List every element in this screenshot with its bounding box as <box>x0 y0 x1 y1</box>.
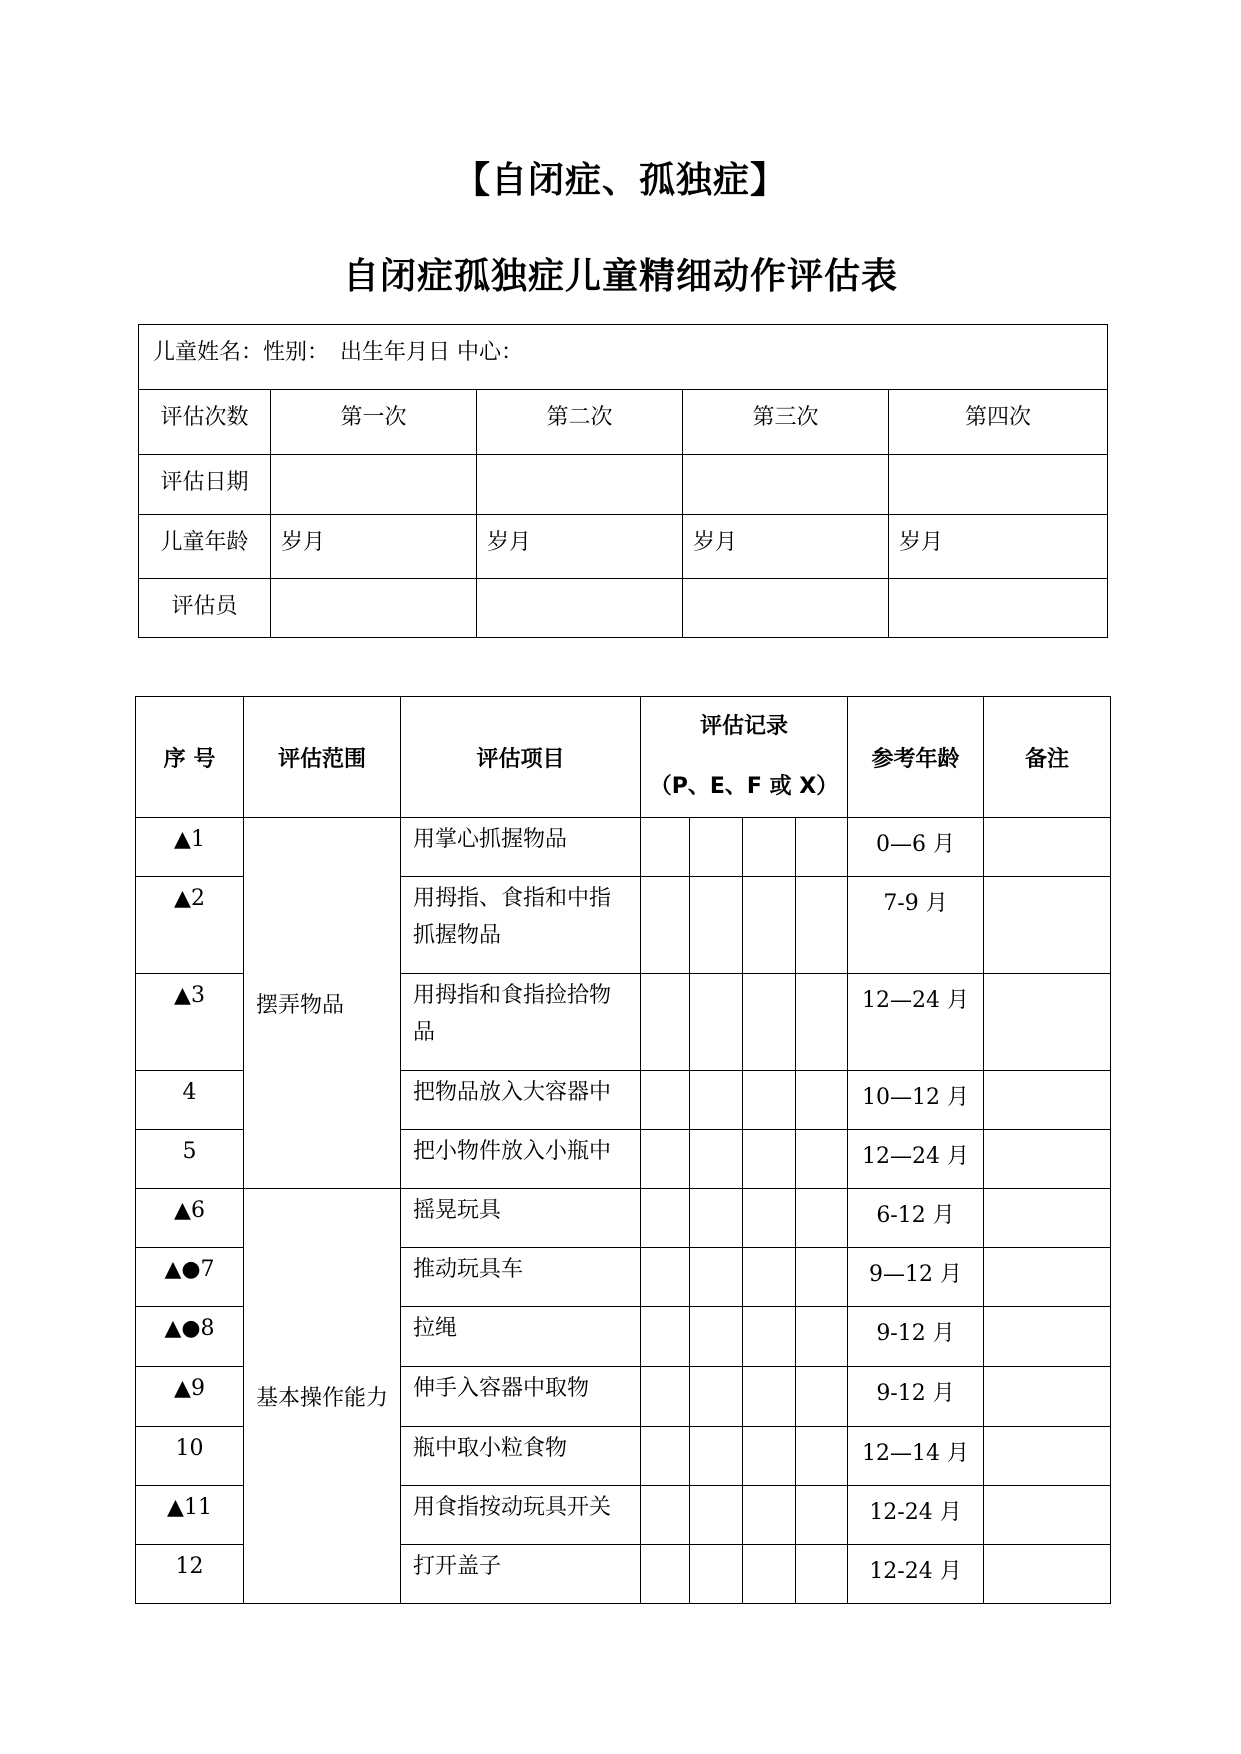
assessment-item: 把物品放入大容器中 <box>401 1071 641 1130</box>
record-cell-3[interactable] <box>743 1307 796 1367</box>
remark-cell[interactable] <box>984 1130 1111 1189</box>
record-cell-3[interactable] <box>743 877 796 974</box>
age-field-1[interactable]: 岁月 <box>271 515 477 579</box>
record-cell-3[interactable] <box>743 1248 796 1307</box>
record-cell-2[interactable] <box>690 1130 743 1189</box>
item-number: 12 <box>136 1545 244 1604</box>
child-info-table <box>138 324 1108 638</box>
record-cell-4[interactable] <box>796 1307 848 1367</box>
row-label-sessions: 评估次数 <box>139 390 271 455</box>
session-2-header: 第二次 <box>477 390 683 455</box>
record-cell-1[interactable] <box>641 1427 690 1486</box>
assessment-area: 摆弄物品 <box>244 818 401 1189</box>
session-3-header: 第三次 <box>683 390 889 455</box>
assessment-area: 基本操作能力 <box>244 1189 401 1604</box>
record-cell-1[interactable] <box>641 877 690 974</box>
item-number: ▲9 <box>136 1367 244 1427</box>
session-1-header: 第一次 <box>271 390 477 455</box>
record-cell-2[interactable] <box>690 1189 743 1248</box>
record-codes: （P、E、F 或 X） <box>649 774 839 799</box>
item-number: ▲●8 <box>136 1307 244 1367</box>
assessment-item: 瓶中取小粒食物 <box>401 1427 641 1486</box>
record-cell-1[interactable] <box>641 1130 690 1189</box>
record-cell-3[interactable] <box>743 974 796 1071</box>
assessment-item: 把小物件放入小瓶中 <box>401 1130 641 1189</box>
table-row <box>136 1189 1111 1248</box>
record-cell-2[interactable] <box>690 1486 743 1545</box>
record-title: 评估记录 <box>700 714 789 739</box>
record-cell-3[interactable] <box>743 1427 796 1486</box>
col-header-item: 评估项目 <box>401 697 641 818</box>
item-number: ▲3 <box>136 974 244 1071</box>
reference-age: 12-24 月 <box>848 1486 984 1545</box>
record-cell-1[interactable] <box>641 1367 690 1427</box>
record-cell-1[interactable] <box>641 1071 690 1130</box>
item-number: 10 <box>136 1427 244 1486</box>
info-age-row <box>139 515 1108 579</box>
col-header-ref-age: 参考年龄 <box>848 697 984 818</box>
item-number: ▲11 <box>136 1486 244 1545</box>
record-cell-1[interactable] <box>641 1189 690 1248</box>
assessor-field-2[interactable] <box>477 579 683 638</box>
col-header-record <box>641 697 848 818</box>
record-cell-1[interactable] <box>641 1486 690 1545</box>
remark-cell[interactable] <box>984 974 1111 1071</box>
remark-cell[interactable] <box>984 1248 1111 1307</box>
assessor-field-1[interactable] <box>271 579 477 638</box>
remark-cell[interactable] <box>984 1486 1111 1545</box>
row-label-date: 评估日期 <box>139 455 271 515</box>
remark-cell[interactable] <box>984 818 1111 877</box>
date-field-3[interactable] <box>683 455 889 515</box>
record-cell-1[interactable] <box>641 1248 690 1307</box>
record-cell-2[interactable] <box>690 974 743 1071</box>
record-cell-4[interactable] <box>796 1367 848 1427</box>
record-cell-3[interactable] <box>743 1367 796 1427</box>
fine-motor-evaluation-table <box>135 696 1111 1604</box>
item-number: ▲6 <box>136 1189 244 1248</box>
record-cell-1[interactable] <box>641 818 690 877</box>
reference-age: 12—14 月 <box>848 1427 984 1486</box>
reference-age: 7-9 月 <box>848 877 984 974</box>
remark-cell[interactable] <box>984 1367 1111 1427</box>
assessment-item: 拉绳 <box>401 1307 641 1367</box>
record-cell-1[interactable] <box>641 1545 690 1604</box>
row-label-age: 儿童年龄 <box>139 515 271 579</box>
date-field-4[interactable] <box>889 455 1108 515</box>
item-number: 5 <box>136 1130 244 1189</box>
record-cell-2[interactable] <box>690 1248 743 1307</box>
record-cell-2[interactable] <box>690 1427 743 1486</box>
record-cell-3[interactable] <box>743 1189 796 1248</box>
record-cell-3[interactable] <box>743 1130 796 1189</box>
item-number: ▲1 <box>136 818 244 877</box>
info-name-row <box>139 325 1108 390</box>
record-cell-1[interactable] <box>641 974 690 1071</box>
reference-age: 0—6 月 <box>848 818 984 877</box>
record-cell-4[interactable] <box>796 1427 848 1486</box>
document-heading: 【自闭症、孤独症】 <box>453 160 787 201</box>
remark-cell[interactable] <box>984 1307 1111 1367</box>
row-label-assessor: 评估员 <box>139 579 271 638</box>
info-assessor-row <box>139 579 1108 638</box>
table-row <box>136 818 1111 877</box>
record-cell-4[interactable] <box>796 1486 848 1545</box>
record-cell-3[interactable] <box>743 1071 796 1130</box>
info-session-row <box>139 390 1108 455</box>
assessment-item: 用掌心抓握物品 <box>401 818 641 877</box>
col-header-remark: 备注 <box>984 697 1111 818</box>
assessment-item: 用食指按动玩具开关 <box>401 1486 641 1545</box>
assessor-field-4[interactable] <box>889 579 1108 638</box>
record-cell-4[interactable] <box>796 818 848 877</box>
assessment-item: 伸手入容器中取物 <box>401 1367 641 1427</box>
reference-age: 9-12 月 <box>848 1367 984 1427</box>
record-cell-4[interactable] <box>796 1071 848 1130</box>
record-cell-2[interactable] <box>690 1307 743 1367</box>
reference-age: 6-12 月 <box>848 1189 984 1248</box>
record-cell-2[interactable] <box>690 1071 743 1130</box>
form-title: 自闭症孤独症儿童精细动作评估表 <box>342 256 898 297</box>
remark-cell[interactable] <box>984 1545 1111 1604</box>
reference-age: 9—12 月 <box>848 1248 984 1307</box>
record-cell-4[interactable] <box>796 877 848 974</box>
eval-header-row <box>136 697 1111 818</box>
age-field-4[interactable]: 岁月 <box>889 515 1108 579</box>
child-name-field[interactable]: 儿童姓名：性别： 出生年月日 中心： <box>139 325 1108 390</box>
assessment-item: 打开盖子 <box>401 1545 641 1604</box>
session-4-header: 第四次 <box>889 390 1108 455</box>
reference-age: 12-24 月 <box>848 1545 984 1604</box>
record-cell-2[interactable] <box>690 877 743 974</box>
assessor-field-3[interactable] <box>683 579 889 638</box>
assessment-item: 摇晃玩具 <box>401 1189 641 1248</box>
record-cell-4[interactable] <box>796 1248 848 1307</box>
age-field-3[interactable]: 岁月 <box>683 515 889 579</box>
assessment-item: 推动玩具车 <box>401 1248 641 1307</box>
reference-age: 12—24 月 <box>848 1130 984 1189</box>
remark-cell[interactable] <box>984 1189 1111 1248</box>
reference-age: 9-12 月 <box>848 1307 984 1367</box>
record-cell-4[interactable] <box>796 974 848 1071</box>
remark-cell[interactable] <box>984 1071 1111 1130</box>
record-cell-4[interactable] <box>796 1545 848 1604</box>
col-header-no: 序 号 <box>136 697 244 818</box>
record-cell-2[interactable] <box>690 818 743 877</box>
info-date-row <box>139 455 1108 515</box>
reference-age: 12—24 月 <box>848 974 984 1071</box>
record-cell-2[interactable] <box>690 1367 743 1427</box>
record-cell-4[interactable] <box>796 1130 848 1189</box>
record-cell-3[interactable] <box>743 1486 796 1545</box>
item-number: ▲●7 <box>136 1248 244 1307</box>
assessment-item: 用拇指和食指捡拾物品 <box>401 974 641 1071</box>
remark-cell[interactable] <box>984 1427 1111 1486</box>
date-field-2[interactable] <box>477 455 683 515</box>
record-cell-3[interactable] <box>743 818 796 877</box>
record-cell-4[interactable] <box>796 1189 848 1248</box>
record-cell-1[interactable] <box>641 1307 690 1367</box>
reference-age: 10—12 月 <box>848 1071 984 1130</box>
date-field-1[interactable] <box>271 455 477 515</box>
age-field-2[interactable]: 岁月 <box>477 515 683 579</box>
item-number: 4 <box>136 1071 244 1130</box>
assessment-item: 用拇指、食指和中指抓握物品 <box>401 877 641 974</box>
col-header-area: 评估范围 <box>244 697 401 818</box>
remark-cell[interactable] <box>984 877 1111 974</box>
item-number: ▲2 <box>136 877 244 974</box>
record-cell-2[interactable] <box>690 1545 743 1604</box>
record-cell-3[interactable] <box>743 1545 796 1604</box>
